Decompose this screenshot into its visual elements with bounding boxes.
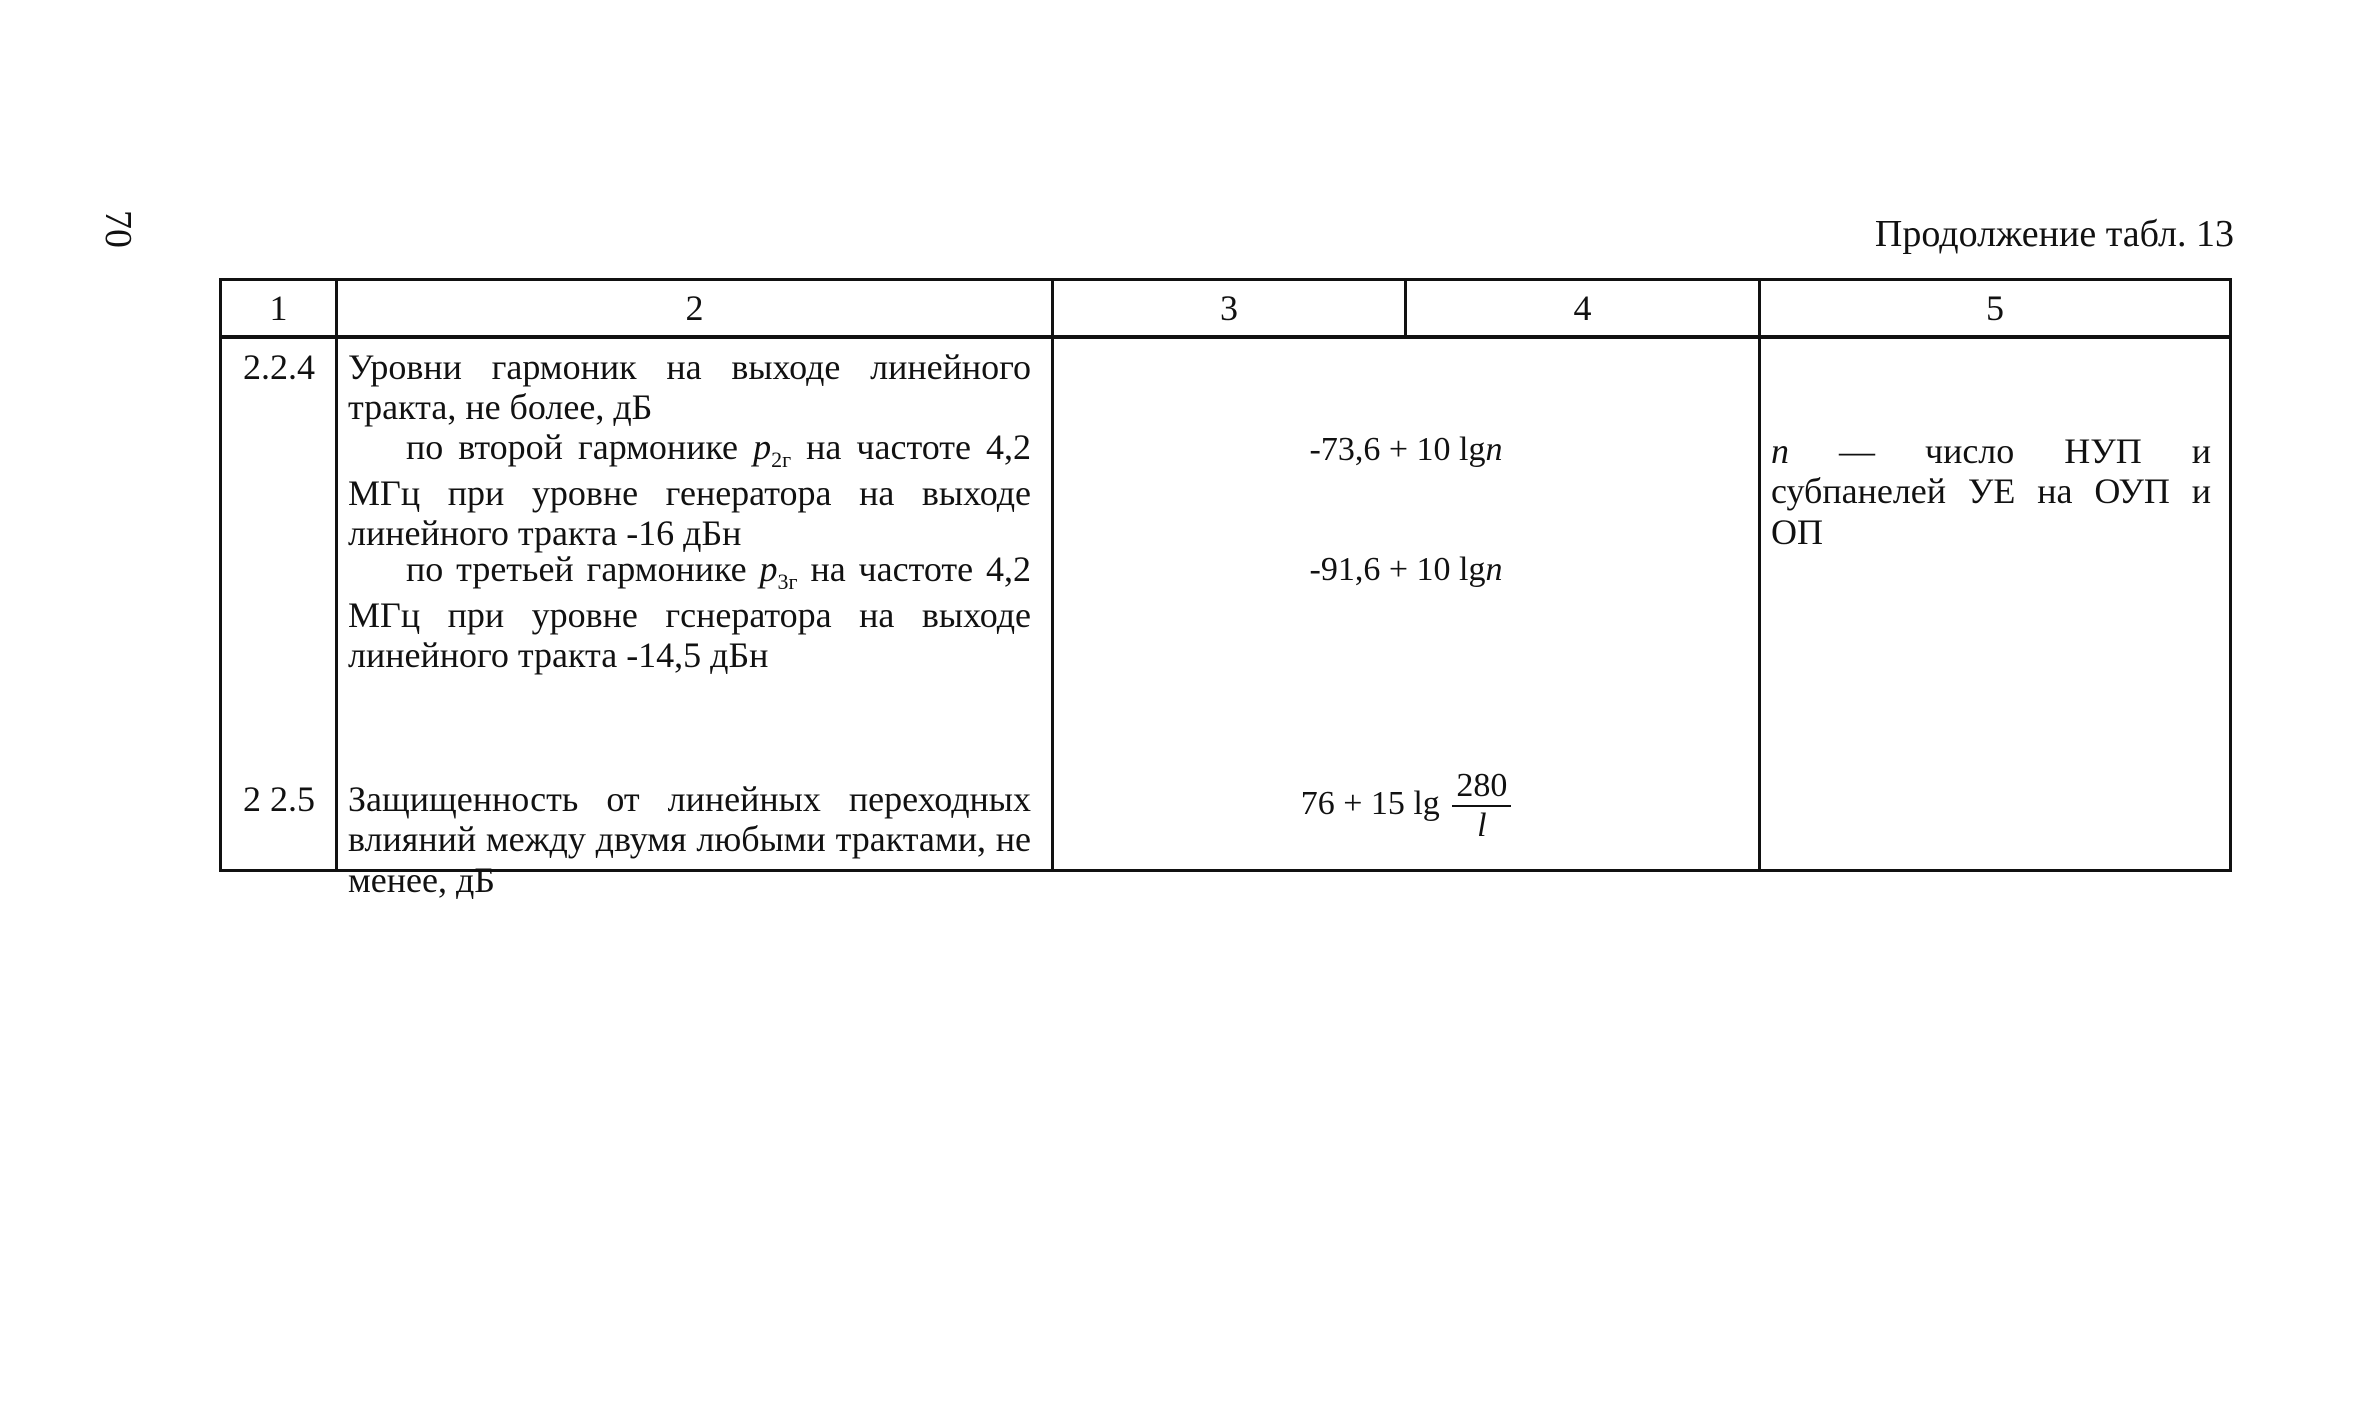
row-number: 2 2.5 xyxy=(243,779,315,819)
formula-crosstalk: 76 + 15 lg $\frac{280}{l}$ xyxy=(1054,767,1758,845)
cell-descriptions xyxy=(337,337,1053,900)
note-text: n — число НУП и субпанелей УЕ на ОУП и ОП xyxy=(1771,431,2211,552)
formula-third-harmonic: -91,6 + 10 lgn xyxy=(1309,551,1503,588)
sub-item-third-harmonic: по третьей гармонике $p_{3г}$ на частоте 4,2 МГц при уровне гснератора на выходе линейного тракта -14,5 дБн xyxy=(348,549,1031,676)
fraction: $\frac{280}{l}$ xyxy=(1452,767,1511,845)
page-number: 70 xyxy=(97,210,139,248)
header-col-5: 5 xyxy=(1760,280,2231,338)
header-row xyxy=(221,280,2231,338)
data-table xyxy=(219,278,2232,900)
header-col-2: 2 xyxy=(337,280,1053,338)
table-row xyxy=(221,337,2231,871)
row-number: 2.2.4 xyxy=(243,347,315,387)
header-col-1: 1 xyxy=(221,280,337,338)
sub-item-second-harmonic: по второй гармонике $p_{2г}$ на частоте 4,2 МГц при уровне генератора на выходе линейного тракта -16 дБн xyxy=(348,427,1031,554)
row-title: Защищенность от линейных переходных влияний между двумя любыми трактами, не менее, дБ xyxy=(348,779,1031,900)
cell-notes xyxy=(1760,337,2231,871)
row-title: Уровни гармоник на выходе линейного тракта, не более, дБ xyxy=(348,347,1031,428)
cell-values xyxy=(1053,337,1760,871)
header-col-3: 3 xyxy=(1053,280,1406,338)
formula-second-harmonic: -73,6 + 10 lgn xyxy=(1309,431,1503,468)
table-caption: Продолжение табл. 13 xyxy=(1874,213,2234,255)
header-col-4: 4 xyxy=(1406,280,1760,338)
cell-numbers xyxy=(221,337,337,871)
